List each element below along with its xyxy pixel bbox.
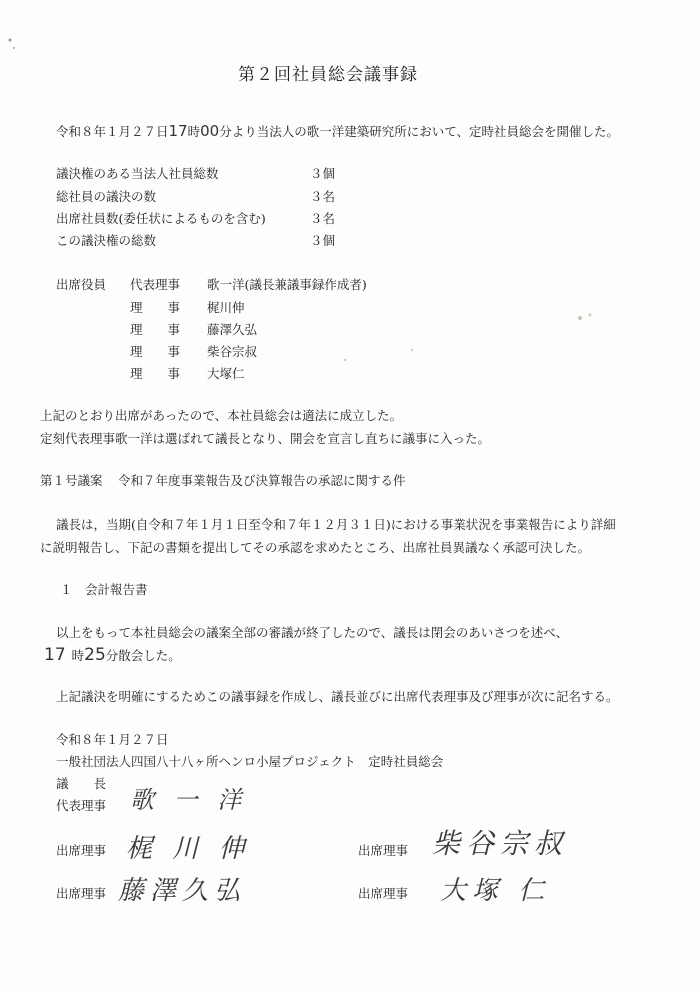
stat-label: 議決権のある当法人社員総数: [56, 166, 219, 181]
organization-name: 一般社団法人四国八十八ヶ所ヘンロ小屋プロジェクト 定時社員総会: [56, 754, 444, 769]
officer-name: 藤澤久弘: [207, 322, 258, 337]
director-label: 出席理事: [358, 886, 409, 901]
opening-text: 分より当法人の歌一洋建築研究所において、定時社員総会を開催した。: [219, 124, 619, 139]
stat-value: ３名: [310, 211, 336, 226]
representative-label: 代表理事: [56, 798, 107, 813]
stat-value: ３個: [310, 233, 336, 248]
officer-name: 歌一洋(議長兼議事録作成者): [207, 277, 367, 292]
signing-date: 令和８年１月２７日: [56, 732, 169, 747]
officer-role: 理 事: [130, 344, 181, 359]
closing-line: 以上をもって本社員総会の議案全部の審議が終了したので、議長は閉会のあいさつを述べ、: [56, 625, 569, 640]
officer-name: 柴谷宗叔: [207, 344, 258, 359]
director-signature-kajikawa: 梶 川 伸: [126, 834, 251, 864]
attestation-line: 上記議決を明確にするためこの議事録を作成し、議長並びに出席代表理事及び理事が次に記名する。: [56, 689, 619, 704]
officer-role: 理 事: [130, 322, 181, 337]
closing-time-line: [44, 647, 181, 664]
officers-heading: 出席役員: [56, 277, 107, 292]
closing-hour-unit: 時: [71, 648, 85, 663]
closing-hour-handwritten: 17: [44, 645, 66, 665]
director-signature-fujisawa: 藤澤久弘: [118, 876, 247, 906]
officer-role: 代表理事: [130, 277, 181, 292]
agenda-item: １ 会計報告書: [60, 582, 148, 597]
agenda-number: 第１号議案: [40, 473, 103, 488]
director-label: 出席理事: [56, 843, 107, 858]
stat-label: この議決権の総数: [56, 233, 157, 248]
stat-value: ３名: [310, 189, 336, 204]
opening-date: 令和８年１月２７日: [56, 124, 169, 139]
chair-label: 議 長: [56, 776, 107, 791]
representative-signature: 歌 一 洋: [130, 786, 248, 814]
quorum-line: 定刻代表理事歌一洋は選ばれて議長となり、開会を宣言し直ちに議事に入った。: [40, 431, 491, 446]
closing-text: 分散会した。: [105, 648, 181, 663]
quorum-line: 上記のとおり出席があったので、本社員総会は適法に成立した。: [40, 408, 403, 423]
opening-hour-unit: 時: [187, 124, 201, 139]
opening-hour-handwritten: 17: [168, 122, 188, 140]
stat-label: 出席社員数(委任状によるものを含む): [56, 211, 266, 226]
officer-name: 梶川伸: [207, 300, 245, 315]
director-signature-shibatani: 柴谷宗叔: [432, 827, 569, 860]
stat-value: ３個: [310, 166, 336, 181]
agenda-body-line: に説明報告し、下記の書類を提出してその承認を求めたところ、出席社員異議なく承認可決した。: [40, 540, 591, 555]
officer-name: 大塚仁: [207, 366, 245, 381]
agenda-title: 令和７年度事業報告及び決算報告の承認に関する件: [118, 473, 406, 488]
director-label: 出席理事: [358, 843, 409, 858]
director-signature-otsuka: 大塚 仁: [440, 876, 551, 906]
closing-minute-handwritten: 25: [84, 645, 106, 665]
document-title: 第２回社員総会議事録: [238, 65, 418, 85]
director-label: 出席理事: [56, 886, 107, 901]
officer-role: 理 事: [130, 366, 181, 381]
stat-label: 総社員の議決の数: [56, 189, 157, 204]
agenda-body-line: 議長は，当期(自令和７年１月１日至令和７年１２月３１日)における事業状況を事業報告により詳細: [56, 517, 616, 532]
opening-line: [56, 124, 619, 139]
opening-minute-handwritten: 00: [200, 122, 220, 140]
officer-role: 理 事: [130, 300, 181, 315]
